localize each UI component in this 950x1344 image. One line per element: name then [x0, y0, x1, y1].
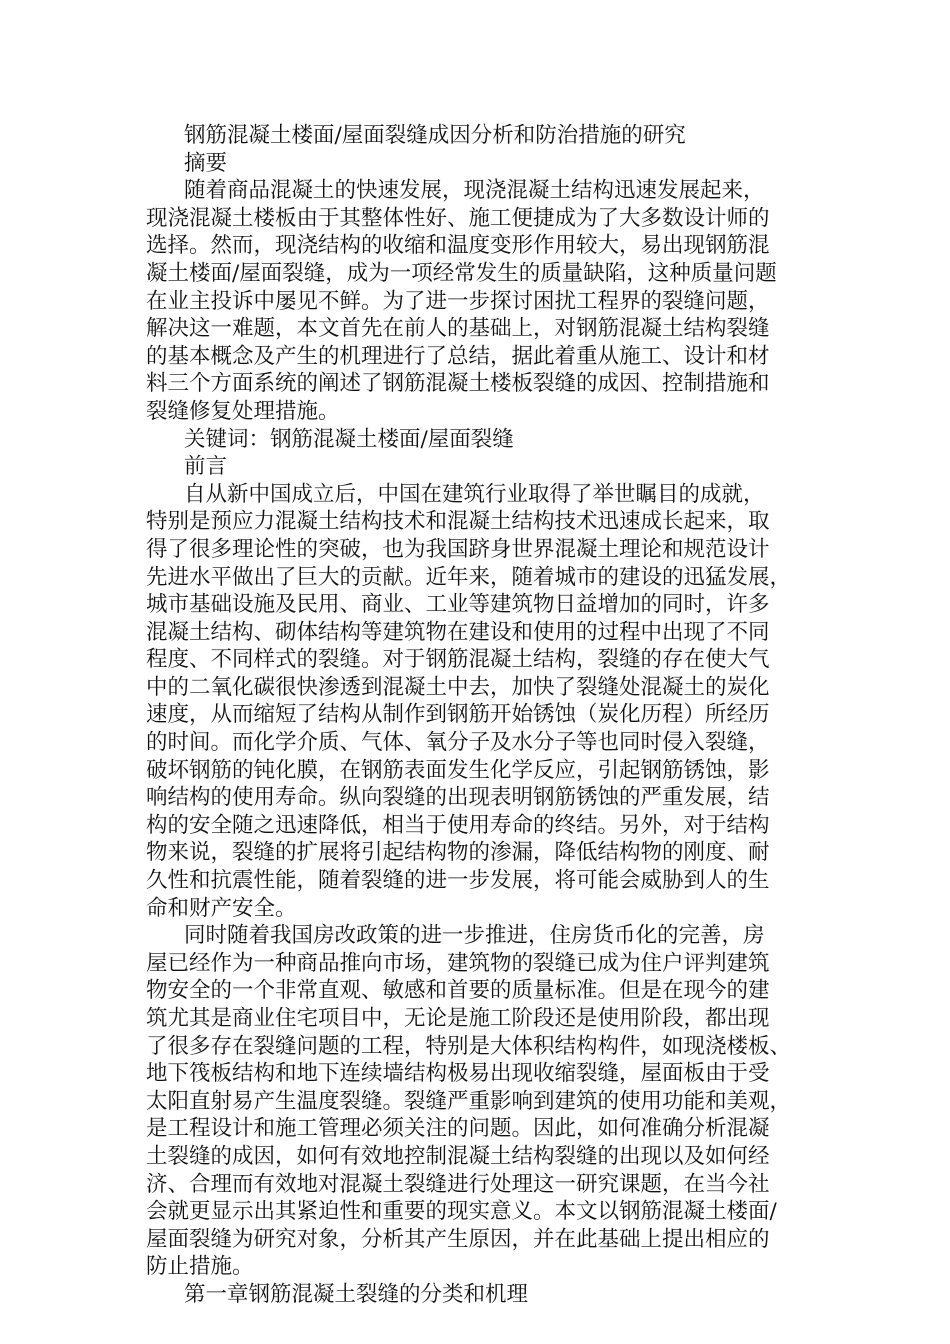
text-line: 现浇混凝土楼板由于其整体性好、施工便捷成为了大多数设计师的	[146, 205, 770, 231]
text-line: 速度，从而缩短了结构从制作到钢筋开始锈蚀（炭化历程）所经历	[146, 702, 770, 728]
text-line: 土裂缝的成因，如何有效地控制混凝土结构裂缝的出现以及如何经	[146, 1143, 770, 1169]
text-line: 了很多存在裂缝问题的工程，特别是大体积结构构件，如现浇楼板、	[146, 1033, 792, 1059]
text-line: 地下筏板结构和地下连续墙结构极易出现收缩裂缝，屋面板由于受	[146, 1061, 770, 1087]
text-line: 物安全的一个非常直观、敏感和首要的质量标准。但是在现今的建	[146, 978, 770, 1004]
text-line: 城市基础设施及民用、商业、工业等建筑物日益增加的同时，许多	[146, 592, 770, 618]
text-line: 是工程设计和施工管理必须关注的问题。因此，如何准确分析混凝	[146, 1116, 770, 1142]
text-line: 筑尤其是商业住宅项目中，无论是施工阶段还是使用阶段，都出现	[146, 1006, 770, 1031]
preface-paragraph-2	[146, 922, 798, 1281]
text-line: 特别是预应力混凝土结构技术和混凝土结构技术迅速成长起来，取	[146, 509, 770, 535]
chapter-heading: 第一章钢筋混凝土裂缝的分类和机理	[184, 1281, 529, 1307]
text-line: 物来说，裂缝的扩展将引起结构物的渗漏，降低结构物的刚度、耐	[146, 840, 770, 866]
text-line: 济、合理而有效地对混凝土裂缝进行处理这一研究课题，在当今社	[146, 1171, 770, 1197]
text-line: 中的二氧化碳很快渗透到混凝土中去，加快了裂缝处混凝土的炭化	[146, 674, 770, 700]
text-line: 自从新中国成立后，中国在建筑行业取得了举世瞩目的成就，	[184, 481, 765, 507]
text-line: 的时间。而化学介质、气体、氧分子及水分子等也同时侵入裂缝，	[146, 730, 770, 756]
text-line: 太阳直射易产生温度裂缝。裂缝严重影响到建筑的使用功能和美观，	[146, 1088, 792, 1114]
text-line: 程度、不同样式的裂缝。对于钢筋混凝土结构，裂缝的存在使大气	[146, 647, 770, 673]
text-line: 防止措施。	[146, 1254, 254, 1280]
text-line: 构的安全随之迅速降低，相当于使用寿命的终结。另外，对于结构	[146, 812, 770, 838]
text-line: 混凝土结构、砌体结构等建筑物在建设和使用的过程中出现了不同	[146, 619, 770, 645]
text-line: 在业主投诉中屡见不鲜。为了进一步探讨困扰工程界的裂缝问题，	[146, 288, 770, 314]
text-line: 会就更显示出其紧迫性和重要的现实意义。本文以钢筋混凝土楼面/	[146, 1199, 777, 1225]
text-line: 解决这一难题，本文首先在前人的基础上，对钢筋混凝土结构裂缝	[146, 316, 770, 342]
text-line: 命和财产安全。	[146, 895, 297, 921]
text-line: 料三个方面系统的阐述了钢筋混凝土楼板裂缝的成因、控制措施和	[146, 371, 770, 397]
text-line: 的基本概念及产生的机理进行了总结，据此着重从施工、设计和材	[146, 343, 770, 369]
text-line: 得了很多理论性的突破，也为我国跻身世界混凝土理论和规范设计	[146, 536, 770, 562]
text-line: 选择。然而，现浇结构的收缩和温度变形作用较大，易出现钢筋混	[146, 233, 770, 259]
text-line: 久性和抗震性能，随着裂缝的进一步发展，将可能会威胁到人的生	[146, 868, 770, 894]
text-line: 破坏钢筋的钝化膜，在钢筋表面发生化学反应，引起钢筋锈蚀，影	[146, 757, 770, 783]
keywords-line: 关键词：钢筋混凝土楼面/屋面裂缝	[184, 426, 514, 452]
preface-heading: 前言	[184, 454, 228, 480]
document-title: 钢筋混凝土楼面/屋面裂缝成因分析和防治措施的研究	[184, 123, 686, 148]
abstract-paragraph	[146, 177, 798, 425]
text-line: 凝土楼面/屋面裂缝，成为一项经常发生的质量缺陷，这种质量问题	[146, 260, 777, 286]
preface-paragraph-1	[146, 481, 798, 923]
text-line: 同时随着我国房改政策的进一步推进，住房货币化的完善，房	[184, 923, 765, 949]
text-line: 随着商品混凝土的快速发展，现浇混凝土结构迅速发展起来，	[184, 178, 765, 204]
text-line: 屋面裂缝为研究对象，分析其产生原因，并在此基础上提出相应的	[146, 1226, 770, 1252]
document-page	[146, 122, 798, 1309]
text-line: 屋已经作为一种商品推向市场，建筑物的裂缝已成为住户评判建筑	[146, 950, 770, 976]
text-line: 先进水平做出了巨大的贡献。近年来，随着城市的建设的迅猛发展，	[146, 564, 792, 590]
abstract-heading: 摘要	[184, 150, 228, 176]
text-line: 响结构的使用寿命。纵向裂缝的出现表明钢筋锈蚀的严重发展，结	[146, 785, 770, 811]
text-line: 裂缝修复处理措施。	[146, 398, 340, 424]
